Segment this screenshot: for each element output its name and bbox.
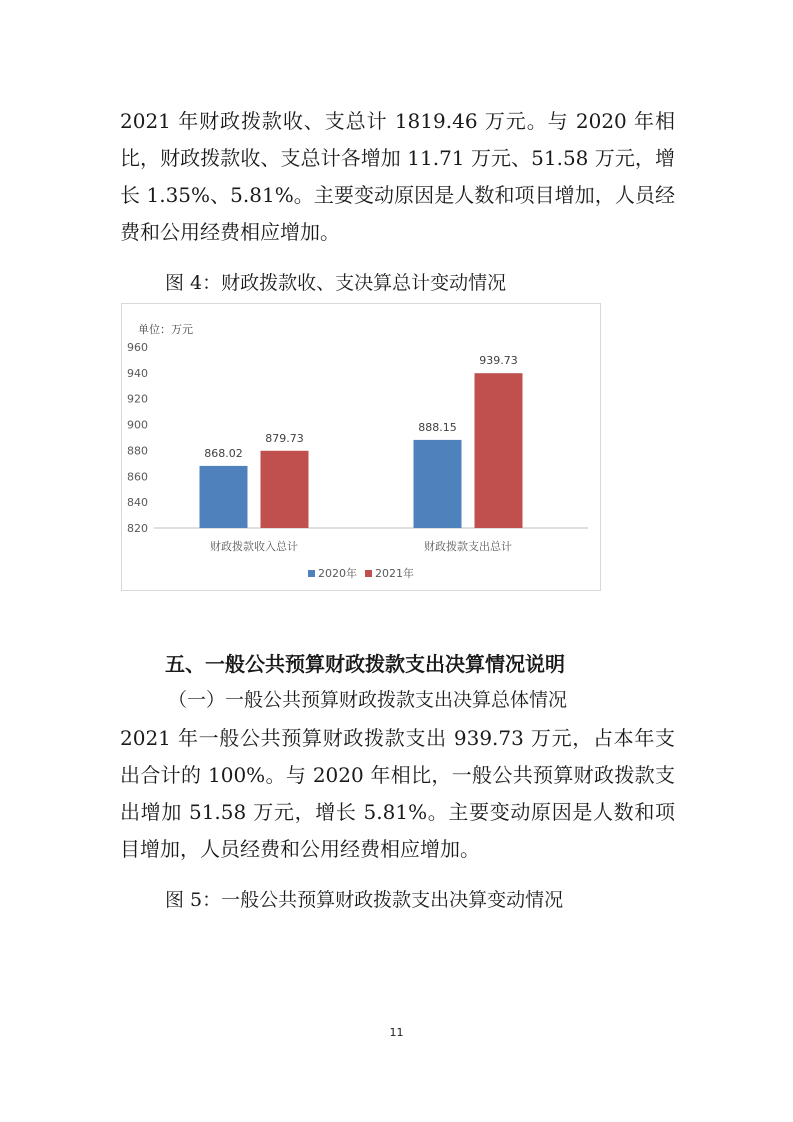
unit-label: 单位：万元 [138,323,193,336]
y-tick-label: 880 [127,444,148,458]
paragraph-fig5-intro: 2021 年一般公共预算财政拨款支出 939.73 万元，占本年支出合计的 100%。与 2020 年相比，一般公共预算财政拨款支出增加 51.58 万元，增长 5.81%。主要变动原因是人数和项目增加，人员经费和公用经费相应增加。 [120,726,675,861]
page-number: 11 [389,1026,404,1039]
bar-chart [122,304,600,590]
category-label: 财政拨款收入总计 [210,540,298,553]
bar-data-label: 879.73 [265,431,304,445]
figure-4-caption: 图 4：财政拨款收、支决算总计变动情况 [165,272,507,294]
y-tick-label: 940 [127,366,148,380]
y-tick-label: 840 [127,496,148,510]
bar-2021-expense [475,373,523,528]
bar-data-label: 888.15 [418,420,457,434]
legend-label: 2020年 [318,567,357,580]
subsection-heading: （一）一般公共预算财政拨款支出决算总体情况 [168,689,568,711]
bar-2020-expense [414,440,462,528]
chart-figure-4 [121,303,601,591]
bar-data-label: 868.02 [204,446,243,460]
figure-5-caption: 图 5：一般公共预算财政拨款支出决算变动情况 [165,889,564,911]
paragraph-fig4-intro: 2021 年财政拨款收、支总计 1819.46 万元。与 2020 年相比，财政拨款收、支总计各增加 11.71 万元、51.58 万元，增长 1.35%、5.81%。主要变动原因是人数和项目增加，人员经费和公用经费相应增加。 [120,109,675,244]
y-tick-label: 820 [127,522,148,535]
category-label: 财政拨款支出总计 [424,540,512,553]
section-heading: 五、一般公共预算财政拨款支出决算情况说明 [165,652,565,676]
legend-label: 2021年 [375,567,414,580]
bar-2020-income [200,466,248,528]
legend-swatch [365,570,372,577]
y-tick-label: 860 [127,470,148,484]
y-tick-label: 920 [127,392,148,406]
y-tick-label: 960 [127,341,148,354]
y-tick-label: 900 [127,418,148,432]
bar-2021-income [261,451,309,528]
legend-swatch [308,570,315,577]
bar-data-label: 939.73 [479,354,518,368]
